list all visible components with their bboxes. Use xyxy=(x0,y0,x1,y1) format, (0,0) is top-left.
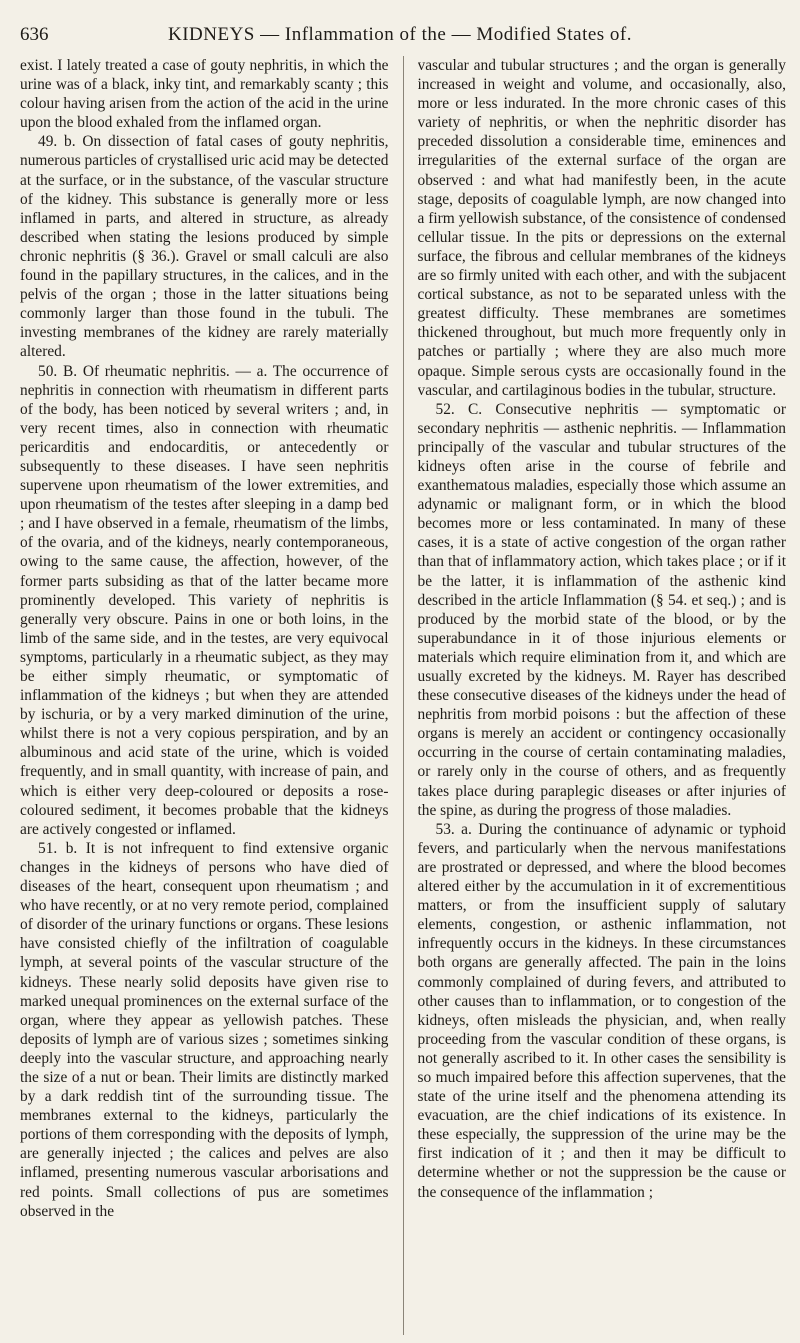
paragraph: 51. b. It is not infrequent to find extensive organic changes in the kidneys of persons who have died of diseases of the heart, consequent upon rheumatism ; and who have recently, or at no very remote period, complained of disorder of the urinary functions or organs. These lesions have consisted chiefly of the infiltration of coagulable lymph, at several points of the vascular structure of the kidneys. These nearly solid deposits have given rise to marked unequal prominences on the external surface of the organ, where they appear as yellowish patches. These deposits of lymph are of various sizes ; sometimes sinking deeply into the vascular structure, and approaching nearly the size of a nut or bean. Their limits are distinctly marked by a dark reddish tint of the surrounding tissue. The membranes external to the kidneys, particularly the portions of them corresponding with the deposits of lymph, are generally injected ; the calices and pelves are also inflamed, presenting numerous vascular arborisations and red points. Small collections of pus are sometimes observed in the xyxy=(20,839,389,1220)
right-column xyxy=(418,56,787,1335)
left-column xyxy=(20,56,389,1335)
running-title: KIDNEYS — Inflammation of the — Modified States of. xyxy=(167,24,632,45)
paragraph: exist. I lately treated a case of gouty nephritis, in which the urine was of a black, inky tint, and remarkably scanty ; this colour having arisen from the action of the acid in the urine upon the blood exhaled from the inflamed organ. xyxy=(20,57,389,132)
text-columns xyxy=(20,56,786,1335)
page-header xyxy=(20,18,780,54)
paragraph: 50. B. Of rheumatic nephritis. — a. The occurrence of nephritis in connection with rheumatism in different parts of the body, has been noticed by several writers ; and, in very recent times, also in connection with rheumatic pericarditis and endocarditis, or antecedently or subsequently to these diseases. I have seen nephritis supervene upon rheumatism of the lower extremities, and upon rheumatism of the testes after sleeping in a damp bed ; and I have observed in a female, rheumatism of the limbs, of the ovaria, and of the kidneys, nearly contemporaneous, owing to the same cause, the affection, however, of the former parts subsiding as that of the latter became more prominently developed. This variety of nephritis is generally very obscure. Pains in one or both loins, in the limb of the same side, and in the testes, are very equivocal symptoms, particularly in a rheumatic subject, as they may be either simply rheumatic, or symptomatic of inflammation of the kidneys ; but when they are attended by ischuria, or by a very marked diminution of the urine, whilst there is not a very copious perspiration, and by an albuminous and acid state of the urine, which is voided frequently, and in small quantity, with increase of pain, and which is either very deep-coloured or deposits a rose-coloured sediment, it becomes probable that the kidneys are actively congested or inflamed. xyxy=(20,362,389,838)
paragraph: 53. a. During the continuance of adynamic or typhoid fevers, and particularly when the nervous manifestations are prostrated or depressed, and where the blood becomes altered either by the accumulation in it of excrementitious matters, or from the insufficient supply of salutary elements, congestion, or asthenic inflammation, not infrequently occurs in the kidneys. In these circumstances both organs are generally affected. The pain in the loins commonly complained of during fevers, and attributed to other causes than to inflammation, or to congestion of the kidneys, often misleads the physician, and, when really proceeding from the vascular condition of these organs, is not generally ascribed to it. In other cases the sensibility is so much impaired before this affection supervenes, that the state of the urine itself and the phenomena attending its evacuation, are the chief indications of its existence. In these especially, the suppression of the urine may be the first indication of it ; and then it may be difficult to determine whether or not the suppression be the cause or the consequence of the inflammation ; xyxy=(417,820,786,1201)
paragraph: 49. b. On dissection of fatal cases of gouty nephritis, numerous particles of crystallised uric acid may be detected at the surface, or in the substance, of the vascular structure of the kidney. This substance is generally more or less inflamed in parts, and altered in structure, as already described when stating the lesions produced by simple chronic nephritis (§ 36.). Gravel or small calculi are also found in the papillary structures, in the calices, and in the pelvis of the organ ; those in the latter situations being commonly larger than those found in the tubuli. The investing membranes of the kidney are rarely materially altered. xyxy=(20,133,389,361)
page-number: 636 xyxy=(20,24,49,45)
paragraph: 52. C. Consecutive nephritis — symptomatic or secondary nephritis — asthenic nephritis. — Inflammation principally of the vascular and tubular structures of the kidneys often arise in the course of febrile and exanthematous maladies, especially those which assume an adynamic or malignant form, or in which the blood becomes more or less contaminated. In many of these cases, it is a state of active congestion of the organ rather than that of inflammatory action, which takes place ; or if it be the latter, it is inflammation of the asthenic kind described in the article Inflammation (§ 54. et seq.) ; and is produced by the morbid state of the blood, or by the superabundance in it of those injurious elements or materials which require elimination from it, and which are usually excreted by the kidneys. M. Rayer has described these consecutive diseases of the kidneys under the head of nephritis from morbid poisons : but the affection of these organs is merely an accident or contingency occasionally occurring in the course of certain contaminating maladies, or rarely only in the course of others, and as frequently takes place during paraplegic diseases or after injuries of the spine, as during the progress of those maladies. xyxy=(417,400,786,819)
paragraph: vascular and tubular structures ; and the organ is generally increased in weight and volume, and occasionally, also, more or less indurated. In the more chronic cases of this variety of nephritis, or when the nephritic disorder has preceded dissolution a considerable time, eminences and irregularities of the external surface of the organ are observed : and what had manifestly been, in the acute stage, deposits of coagulable lymph, are now changed into a firm yellowish substance, of the consistence of condensed cellular tissue. In the pits or depressions on the external surface, the fibrous and cellular membranes of the kidneys are so firmly united with each other, and with the subjacent cortical substance, as not to be separated unless with the greatest difficulty. These membranes are sometimes thickened throughout, but much more frequently only in patches or partially ; where they are also much more opaque. Simple serous cysts are occasionally found in the vascular, and cartilaginous bodies in the tubular, structure. xyxy=(417,57,786,399)
column-divider xyxy=(403,56,404,1335)
